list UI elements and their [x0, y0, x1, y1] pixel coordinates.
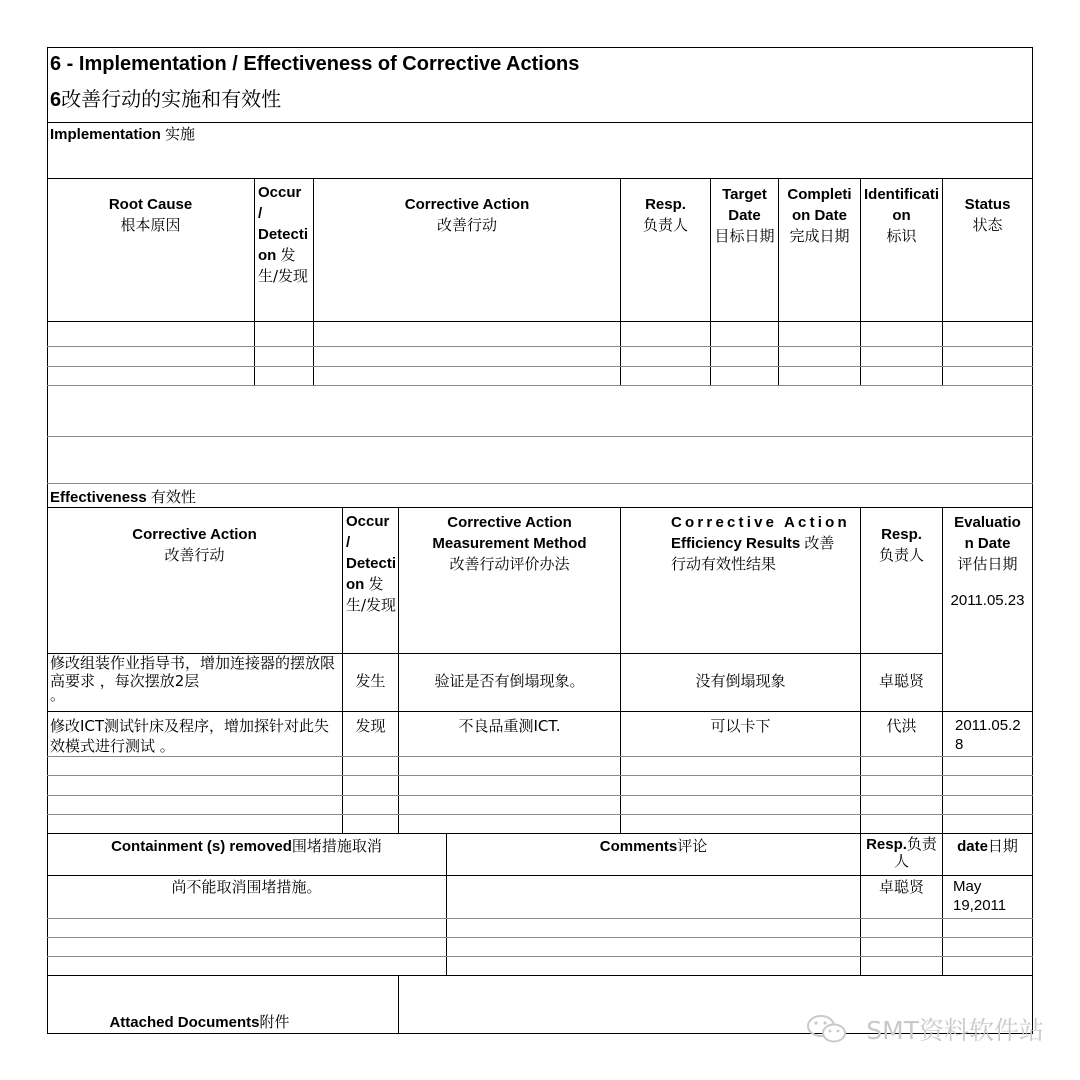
table-row: [47, 436, 1033, 437]
watermark-text: SMT资料软件站: [866, 1016, 1044, 1045]
header-corrective-action: Corrective Action 改善行动: [404, 196, 530, 234]
border-right: [1032, 47, 1033, 1034]
divider: [47, 507, 1033, 508]
grid-line: [398, 975, 399, 1033]
eff-row2-resp: 代洪: [886, 717, 917, 735]
containment-resp-header: Resp.负责人: [866, 835, 937, 870]
eff-row1-action-tail: 。: [50, 686, 66, 704]
containment-row-date: May 19,2011: [953, 878, 1007, 914]
divider: [47, 122, 1033, 123]
table-row: [47, 366, 1033, 367]
eff-header-evaluation-date: Evaluatio n Date 评估日期 2011.05.23: [943, 512, 1032, 611]
table-row: [47, 918, 1033, 919]
grid-line: [254, 178, 255, 386]
header-root-cause: Root Cause 根本原因: [108, 196, 193, 234]
table-row: [47, 814, 1033, 815]
eff-row1-resp: 卓聪贤: [878, 672, 924, 690]
table-row: [47, 385, 1033, 386]
attached-documents-label: Attached Documents附件: [109, 1013, 290, 1031]
header-target-date: Target Date 目标日期: [714, 186, 775, 245]
table-row: [47, 937, 1033, 938]
divider: [47, 711, 1033, 712]
eff-header-corrective-action: Corrective Action 改善行动: [132, 526, 257, 564]
header-occur-detection: Occur / Detecti on 发 生/发现: [258, 184, 309, 285]
eff-row1-method: 验证是否有倒塌现象。: [434, 672, 585, 690]
divider: [47, 178, 1033, 179]
eff-header-resp: Resp. 负责人: [878, 526, 924, 564]
effectiveness-label: Effectiveness 有效性: [50, 488, 196, 506]
containment-header: Containment (s) removed围堵措施取消: [111, 837, 382, 855]
header-identification: Identificati on 标识: [863, 186, 939, 245]
evaluation-date-value: 2011.05.23: [950, 592, 1025, 609]
table-row: [50, 654, 342, 704]
containment-row-text: 尚不能取消围堵措施。: [171, 878, 322, 896]
eff-row1-result: 没有倒塌现象: [695, 672, 786, 690]
containment-row-resp: 卓聪贤: [878, 878, 924, 896]
eff-row2-date: 2011.05.28: [955, 717, 1021, 753]
eff-row1-action: 修改组装作业指导书，增加连接器的摆放限高要求 ，每次摆放2层: [50, 654, 336, 690]
border-top: [47, 47, 1033, 48]
eff-header-measurement-method: Corrective Action Measurement Method 改善行动评价办法: [432, 514, 587, 573]
divider: [47, 875, 1033, 876]
wechat-icon: [806, 1014, 848, 1044]
table-row: [47, 346, 1033, 347]
table-row: [47, 483, 1033, 484]
divider: [47, 975, 1033, 976]
eff-row2-method: 不良品重测ICT.: [458, 717, 561, 735]
divider: [47, 833, 1033, 834]
table-row: [47, 756, 1033, 757]
header-status: Status 状态: [964, 196, 1011, 234]
implementation-label: Implementation 实施: [50, 125, 196, 143]
eff-header-occur-detection: Occur / Detecti on 发 生/发现: [346, 513, 397, 614]
section-title-cn: 6改善行动的实施和有效性: [50, 87, 282, 111]
header-resp: Resp. 负责人: [642, 196, 688, 234]
comments-header: Comments评论: [599, 837, 708, 855]
eff-row2-occur: 发现: [355, 717, 386, 735]
section-title-en: 6 - Implementation / Effectiveness of Corrective Actions: [50, 53, 580, 75]
header-completion-date: Completi on Date 完成日期: [787, 186, 852, 245]
divider: [47, 321, 1033, 322]
table-row: [47, 795, 1033, 796]
containment-date-header: date日期: [957, 837, 1018, 855]
eff-row2-action: 修改ICT测试针床及程序，增加探针对此失效模式进行测试 。: [50, 717, 330, 755]
eff-header-efficiency-results: Corrective Action Efficiency Results 改善 行动有效性结果: [671, 514, 850, 573]
eff-row2-result: 可以卡下: [710, 717, 771, 735]
table-row: [47, 775, 1033, 776]
eff-row1-occur: 发生: [355, 672, 386, 690]
table-row: [47, 956, 1033, 957]
corrective-action-form: [47, 47, 1033, 1034]
